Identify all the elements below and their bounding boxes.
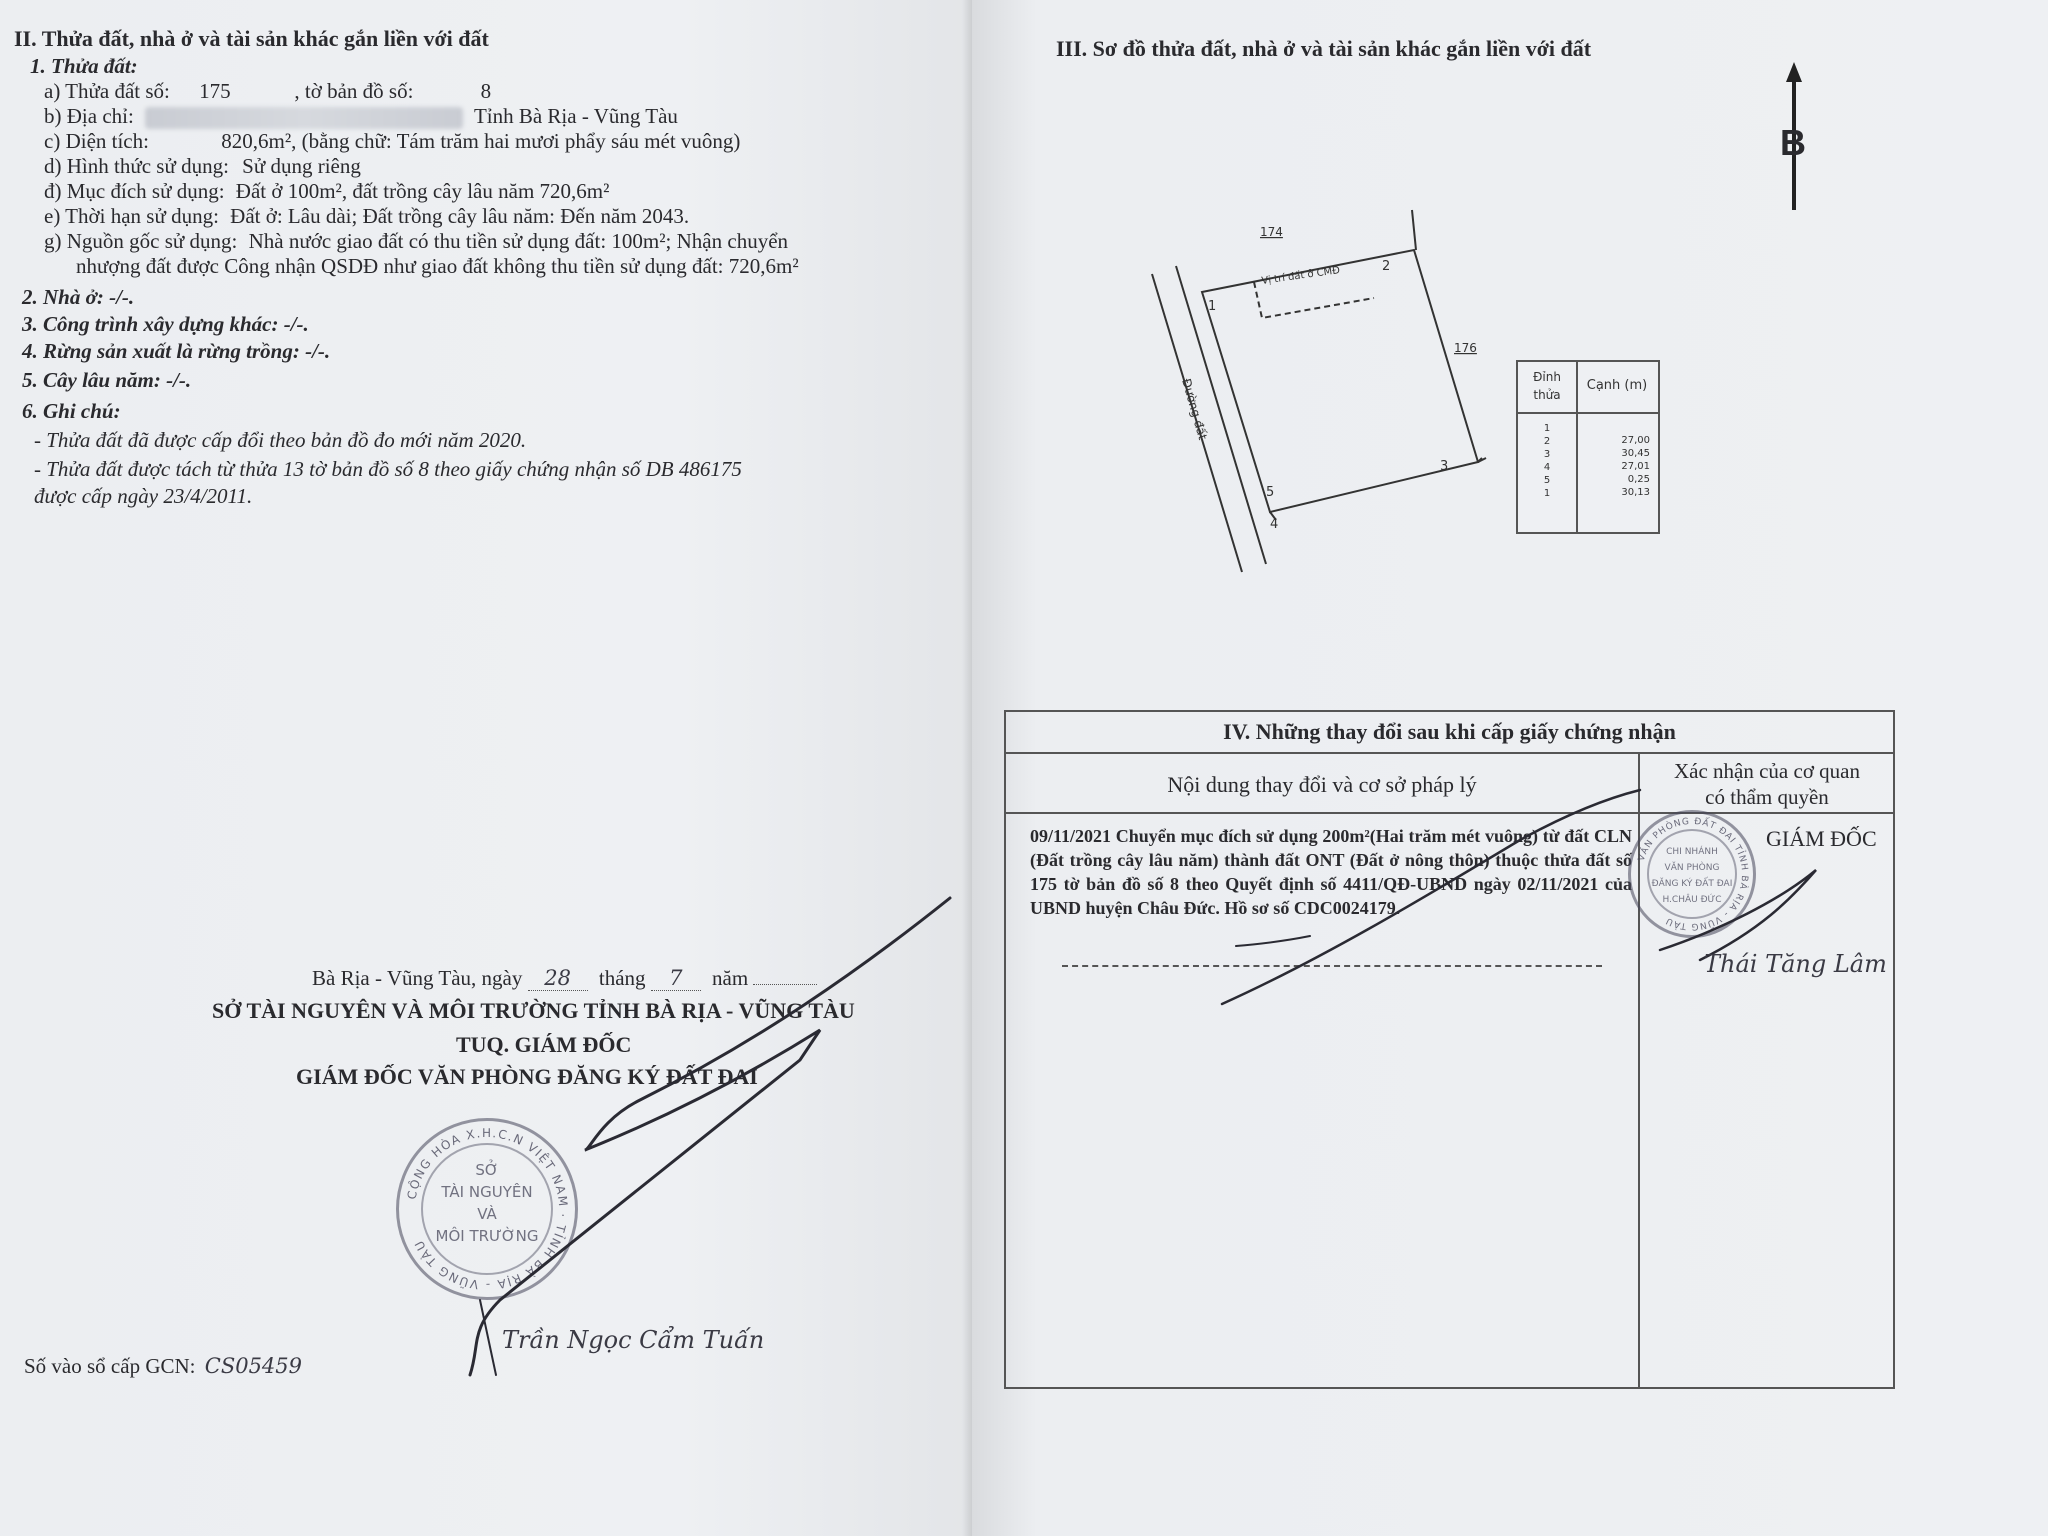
road-label: Đường đất xyxy=(1179,376,1210,442)
vertex-2-label: 2 xyxy=(1382,259,1391,274)
neighbor-176-label: 176 xyxy=(1454,341,1477,355)
edge-cell: 27,00 xyxy=(1621,435,1650,446)
point-cell: 4 xyxy=(1543,462,1551,473)
edge-cell: 30,13 xyxy=(1621,487,1650,498)
edge-cell: 0,25 xyxy=(1627,474,1650,485)
house-item: 2. Nhà ở: -/-. xyxy=(22,285,135,310)
note-line-2: - Thửa đất được tách từ thửa 13 tờ bản đồ số 8 theo giấy chứng nhận số DB 486175 xyxy=(34,457,742,482)
change-entry-text: Chuyển mục đích sử dụng 200m²(Hai trăm mét vuông) từ đất CLN (Đất trồng cây lâu năm) thành đất ONT (Đất ở nông thôn) thuộc thửa đất số 175 tờ bản đồ số 8 theo Quyết định số 4411/QĐ-UBND ngày 02/11/2021 của UBND huyện Châu Đức. Hồ sơ số CDC0024179. xyxy=(1030,826,1632,918)
usage-purpose-value: Đất ở 100m², đất trồng cây lâu năm 720,6m² xyxy=(235,179,610,204)
usage-form-label: d) Hình thức sử dụng: xyxy=(44,154,229,179)
map-sheet-value: 8 xyxy=(480,79,492,103)
usage-term-value: Đất ở: Lâu dài; Đất trồng cây lâu năm: Đến năm 2043. xyxy=(230,204,690,229)
neighbor-174-label: 174 xyxy=(1260,225,1283,239)
registration-number: CS05459 xyxy=(204,1354,303,1378)
edge-cell: 30,45 xyxy=(1621,448,1650,459)
section-iii-title: III. Sơ đồ thửa đất, nhà ở và tài sản khác gắn liền với đất xyxy=(1056,36,1592,61)
vertex-1-label: 1 xyxy=(1208,299,1217,314)
branch-stamp-center-1: CHI NHÁNH xyxy=(1666,847,1718,857)
north-label: B xyxy=(1780,122,1806,163)
point-cell: 2 xyxy=(1543,436,1551,447)
map-sheet-label: , tờ bản đồ số: xyxy=(294,79,414,103)
section-ii-title: II. Thửa đất, nhà ở và tài sản khác gắn liền với đất xyxy=(14,26,489,51)
change-entry-date: 09/11/2021 xyxy=(1030,826,1112,846)
section-iv-title: IV. Những thay đổi sau khi cấp giấy chứng nhận xyxy=(1006,712,1893,754)
sign-day: 28 xyxy=(528,966,588,991)
area-label: c) Diện tích: xyxy=(44,129,149,154)
construction-item: 3. Công trình xây dựng khác: -/-. xyxy=(22,312,309,337)
point-column-header: Đỉnh thửa xyxy=(1533,370,1561,402)
note-line-3: được cấp ngày 23/4/2011. xyxy=(34,484,253,509)
usage-term-label: e) Thời hạn sử dụng: xyxy=(44,204,219,229)
sign-month: 7 xyxy=(651,966,701,991)
point-cell: 1 xyxy=(1543,423,1551,434)
origin-value-2: nhượng đất được Công nhận QSDĐ như giao đất không thu tiền sử dụng đất: 720,6m² xyxy=(76,254,799,279)
point-cell: 5 xyxy=(1543,475,1551,486)
confirm-title: GIÁM ĐỐC xyxy=(1766,826,1877,851)
parcel-heading: 1. Thửa đất: xyxy=(30,54,138,78)
ministry-stamp-ring: CỘNG HÒA X.H.C.N VIỆT NAM · TỈNH BÀ RỊA - VŨNG TÀU xyxy=(404,1125,571,1293)
director-name: Trần Ngọc Cẩm Tuấn xyxy=(502,1326,765,1354)
branch-stamp-center-3: ĐĂNG KÝ ĐẤT ĐAI xyxy=(1651,879,1733,889)
confirm-signer-name: Thái Tăng Lâm xyxy=(1704,950,1887,978)
stamp-center-4: MÔI TRƯỜNG xyxy=(435,1227,539,1245)
stamp-center-3: VÀ xyxy=(477,1205,497,1223)
origin-label: g) Nguồn gốc sử dụng: xyxy=(44,229,238,254)
confirm-header-line-2: có thẩm quyền xyxy=(1705,785,1829,809)
confirm-header-line-1: Xác nhận của cơ quan xyxy=(1673,759,1861,783)
note-line-1: - Thửa đất đã được cấp đổi theo bản đồ đo mới năm 2020. xyxy=(34,428,527,453)
stamp-center-1: SỞ xyxy=(475,1161,499,1179)
origin-value-1: Nhà nước giao đất có thu tiền sử dụng đất: 100m²; Nhận chuyển xyxy=(248,229,789,254)
point-cell: 1 xyxy=(1543,488,1551,499)
sign-tuq: TUQ. GIÁM ĐỐC xyxy=(456,1032,632,1057)
content-column-header: Nội dung thay đổi và cơ sở pháp lý xyxy=(1167,772,1477,797)
usage-form-value: Sử dụng riêng xyxy=(242,154,361,179)
edge-cell: 27,01 xyxy=(1621,461,1650,472)
note-heading: 6. Ghi chú: xyxy=(22,399,121,424)
vertex-4-label: 4 xyxy=(1270,517,1279,532)
sign-organization: SỞ TÀI NGUYÊN VÀ MÔI TRƯỜNG TỈNH BÀ RỊA - VŨNG TÀU xyxy=(212,998,855,1023)
address-label: b) Địa chỉ: xyxy=(44,104,134,128)
sign-month-label: tháng xyxy=(598,966,646,990)
stamp-center-2: TÀI NGUYÊN xyxy=(441,1183,533,1201)
sign-place: Bà Rịa - Vũng Tàu, ngày xyxy=(312,966,523,990)
address-value: Tỉnh Bà Rịa - Vũng Tàu xyxy=(473,104,678,128)
branch-stamp-center-2: VĂN PHÒNG xyxy=(1664,863,1720,873)
sign-title: GIÁM ĐỐC VĂN PHÒNG ĐĂNG KÝ ĐẤT ĐAI xyxy=(296,1064,758,1089)
branch-stamp-center-4: H.CHÂU ĐỨC xyxy=(1662,895,1722,905)
parcel-number-label: a) Thửa đất số: xyxy=(44,79,170,103)
edge-column-header: Cạnh (m) xyxy=(1586,378,1648,393)
vertex-5-label: 5 xyxy=(1266,485,1275,500)
parcel-number-value: 175 xyxy=(199,79,231,103)
area-value: 820,6m², (bằng chữ: Tám trăm hai mươi phẩy sáu mét vuông) xyxy=(221,129,741,154)
registration-label: Số vào sổ cấp GCN: xyxy=(24,1354,196,1378)
vertex-3-label: 3 xyxy=(1440,459,1449,474)
sign-year-label: năm xyxy=(712,966,749,990)
forest-item: 4. Rừng sản xuất là rừng trồng: -/-. xyxy=(22,339,331,364)
perennial-item: 5. Cây lâu năm: -/-. xyxy=(22,368,192,393)
point-cell: 3 xyxy=(1543,449,1551,460)
usage-purpose-label: đ) Mục đích sử dụng: xyxy=(44,179,225,204)
land-type-label: Vị trí đất ở CMĐ xyxy=(1260,265,1341,287)
branch-stamp-ring: VĂN PHÒNG ĐẤT ĐAI TỈNH BÀ RỊA - VŨNG TÀU xyxy=(1636,816,1750,932)
